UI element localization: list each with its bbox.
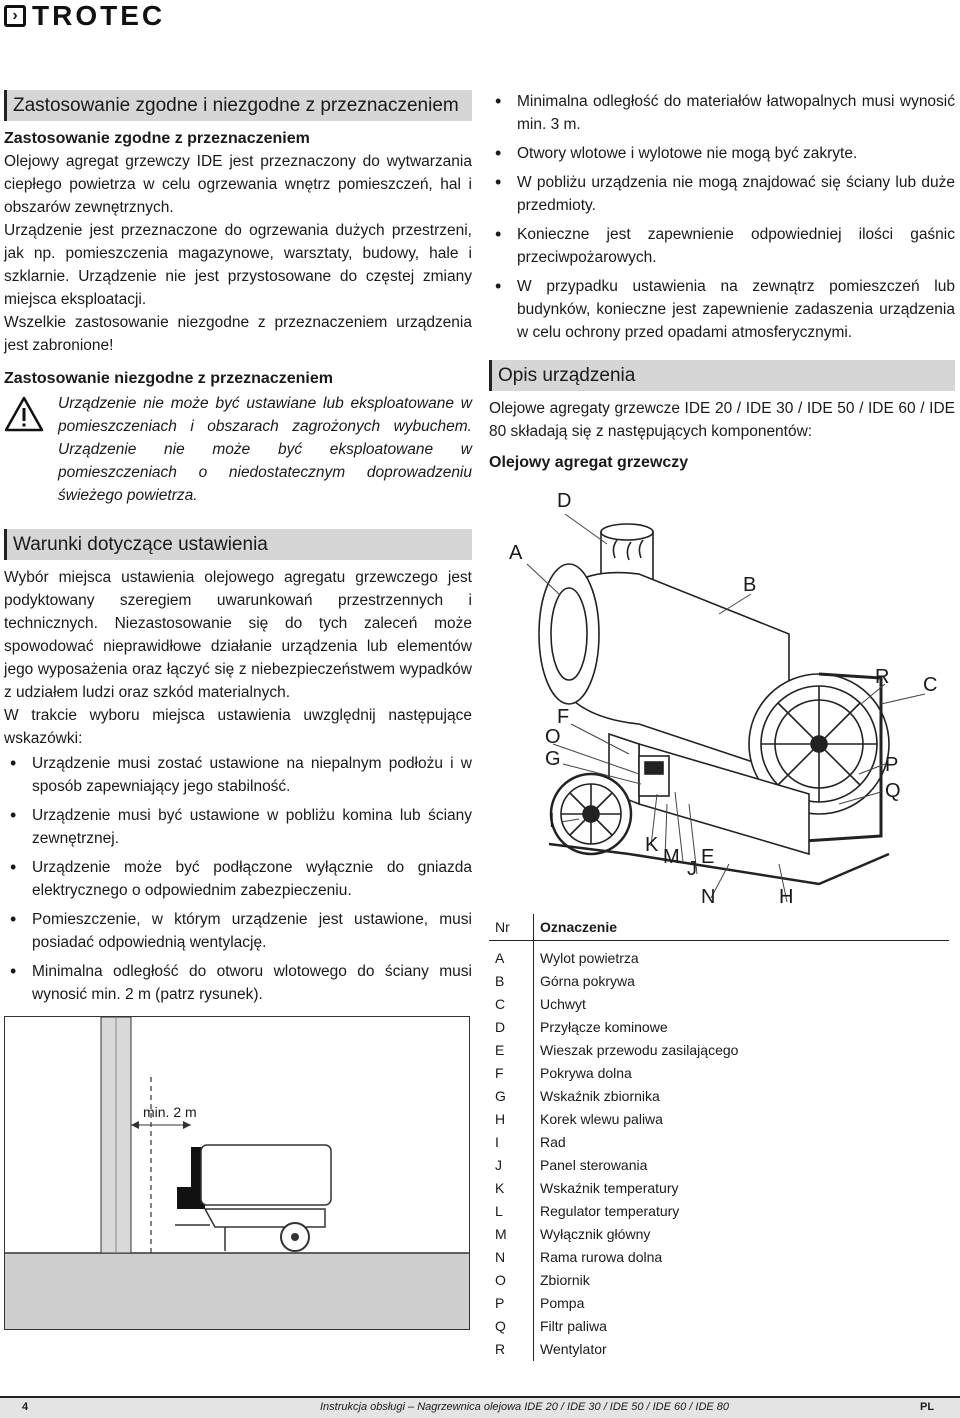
page-footer [0,1396,960,1418]
part-letter: K [489,1177,534,1200]
table-row [489,993,949,1016]
table-row [489,1338,949,1361]
distance-label: min. 2 m [143,1104,197,1120]
callout-b: B [743,574,757,596]
page-number: 4 [22,1401,29,1413]
list-item: • W pobliżu urządzenia nie mogą znajdować się ściany lub duże przedmioty. [489,171,955,217]
part-letter: M [489,1223,534,1246]
paragraph-intended-use: Olejowy agregat grzewczy IDE jest przeznaczony do wytwarzania ciepłego powietrza w celu ogrzewania wnętrz pomieszczeń, hal i obszarów zewnętrznych. [4,153,472,216]
table-row [489,1108,949,1131]
callout-a: A [509,542,523,564]
callout-d: D [557,490,572,512]
part-name: Wyłącznik główny [540,1226,651,1242]
part-letter: D [489,1016,534,1039]
part-letter: C [489,993,534,1016]
parts-table [489,914,949,1361]
part-name: Wskaźnik temperatury [540,1180,679,1196]
part-name: Panel sterowania [540,1157,648,1173]
callout-i: I [549,810,555,832]
list-item: • Otwory wlotowe i wylotowe nie mogą być zakryte. [489,142,955,165]
footer-title: Instrukcja obsługi – Nagrzewnica olejowa IDE 20 / IDE 30 / IDE 50 / IDE 60 / IDE 80 [320,1401,730,1413]
list-item: • Pomieszczenie, w którym urządzenie jest ustawione, musi posiadać odpowiednią wentylację. [4,908,472,954]
paragraph-forbidden: Wszelkie zastosowanie niezgodne z przeznaczeniem urządzenia jest zabronione! [4,314,472,354]
list-item: • Minimalna odległość do otworu wlotowego do ściany musi wynosić min. 2 m (patrz rysunek). [4,960,472,1006]
setup-bullet-list [4,752,472,1006]
table-row [489,1315,949,1338]
part-letter: L [489,1200,534,1223]
table-row [489,970,949,993]
warning-text: Urządzenie nie może być ustawiane lub eksploatowane w pomieszczeniach i obszarach zagrożonych wybuchem. Urządzenie nie może być eksploatowane w pomieszczeniach o niedostatecznym doprowadzeniu świeżego powietrza. [58,395,472,504]
column-header-designation: Oznaczenie [534,914,950,941]
table-header-row [489,914,949,941]
callout-q: Q [885,780,901,802]
part-name: Pokrywa dolna [540,1065,632,1081]
table-row [489,1131,949,1154]
part-name: Korek wlewu paliwa [540,1111,663,1127]
callout-e: E [701,846,715,868]
distance-figure [4,1016,470,1330]
callout-k: K [645,834,659,856]
part-name: Górna pokrywa [540,973,635,989]
callout-j: J [687,858,697,880]
table-row [489,1246,949,1269]
callout-c: C [923,674,938,696]
callout-r: R [875,666,890,688]
subheading-improper-use: Zastosowanie niezgodne z przeznaczeniem [4,370,333,387]
part-letter: B [489,970,534,993]
part-letter: N [489,1246,534,1269]
table-row [489,1200,949,1223]
heater-figure [489,474,955,914]
section-title-usage: Zastosowanie zgodne i niezgodne z przeznaczeniem [4,90,472,121]
callout-o: O [545,726,561,748]
table-row [489,1016,949,1039]
section-title-setup: Warunki dotyczące ustawienia [4,529,472,560]
part-name: Wylot powietrza [540,950,639,966]
part-letter: P [489,1292,534,1315]
callout-f: F [557,706,570,728]
part-name: Wentylator [540,1341,607,1357]
column-header-nr: Nr [489,914,534,941]
subheading-heater: Olejowy agregat grzewczy [489,454,689,471]
part-letter: J [489,1154,534,1177]
callout-n: N [701,886,716,908]
table-row [489,1269,949,1292]
brand-logo [4,2,165,30]
callout-h: H [779,886,794,908]
part-name: Wskaźnik zbiornika [540,1088,660,1104]
part-name: Rama rurowa dolna [540,1249,663,1265]
part-name: Przyłącze kominowe [540,1019,668,1035]
list-item: • Minimalna odległość do materiałów łatwopalnych musi wynosić min. 3 m. [489,90,955,136]
part-name: Uchwyt [540,996,586,1012]
brand-name: TROTEC [32,0,166,31]
list-item: • W przypadku ustawienia na zewnątrz pomieszczeń lub budynków, konieczne jest zapewnienie zadaszenia urządzenia w celu ochrony przed opadami atmosferycznymi. [489,275,955,344]
setup-bullet-list-continued [489,90,955,344]
heater-illustration [489,474,955,914]
table-row [489,1039,949,1062]
part-name: Regulator temperatury [540,1203,680,1219]
part-name: Filtr paliwa [540,1318,607,1334]
part-name: Wieszak przewodu zasilającego [540,1042,739,1058]
table-row [489,1085,949,1108]
list-item: • Urządzenie musi być ustawione w pobliżu komina lub ściany zewnętrznej. [4,804,472,850]
paragraph-setup-location: Wybór miejsca ustawienia olejowego agregatu grzewczego jest podyktowany szeregiem uwarunkowań przestrzennych i technicznych. Niezastosowanie się do tych zaleceń może spowodować nieprawidłowe działanie urządzenia lub elementów jego wyposażenia oraz łączyć się z niebezpieczeństwem wypadków z udziałem ludzi oraz szkód materialnych. [4,569,472,701]
callout-g: G [545,748,561,770]
section-title-description: Opis urządzenia [489,360,955,391]
part-letter: R [489,1338,534,1361]
warning-triangle-icon [4,392,58,507]
part-letter: Q [489,1315,534,1338]
part-letter: E [489,1039,534,1062]
part-letter: H [489,1108,534,1131]
table-row [489,1062,949,1085]
warning-block [4,392,472,507]
table-row [489,1177,949,1200]
table-row [489,947,949,970]
part-letter: F [489,1062,534,1085]
paragraph-setup-hints: W trakcie wyboru miejsca ustawienia uwzględnij następujące wskazówki: [4,707,472,747]
table-row [489,1223,949,1246]
paragraph-spaces: Urządzenie jest przeznaczone do ogrzewania dużych przestrzeni, jak np. pomieszczenia magazynowe, warsztaty, budowy, hale i szklarnie. Urządzenie nie jest przystosowane do częstej zmiany miejsca eksploatacji. [4,222,472,308]
distance-illustration [5,1017,469,1329]
callout-m: M [663,846,680,868]
list-item: • Urządzenie musi zostać ustawione na niepalnym podłożu i w sposób zapewniający jego stabilność. [4,752,472,798]
list-item: • Konieczne jest zapewnienie odpowiedniej ilości gaśnic przeciwpożarowych. [489,223,955,269]
part-name: Pompa [540,1295,585,1311]
table-row [489,1154,949,1177]
logo-mark-icon: › [4,5,26,27]
table-row [489,1292,949,1315]
part-letter: O [489,1269,534,1292]
part-name: Zbiornik [540,1272,590,1288]
list-item: • Urządzenie może być podłączone wyłącznie do gniazda elektrycznego o odpowiednim zabezpieczeniu. [4,856,472,902]
right-column [489,90,955,1361]
left-column [4,90,472,1330]
paragraph-components: Olejowe agregaty grzewcze IDE 20 / IDE 30 / IDE 50 / IDE 60 / IDE 80 składają się z następujących komponentów: [489,400,955,440]
language-code: PL [920,1401,935,1413]
part-letter: A [489,947,534,970]
part-letter: I [489,1131,534,1154]
part-name: Rad [540,1134,566,1150]
part-letter: G [489,1085,534,1108]
callout-p: P [885,754,899,776]
subheading-intended-use: Zastosowanie zgodne z przeznaczeniem [4,130,310,147]
